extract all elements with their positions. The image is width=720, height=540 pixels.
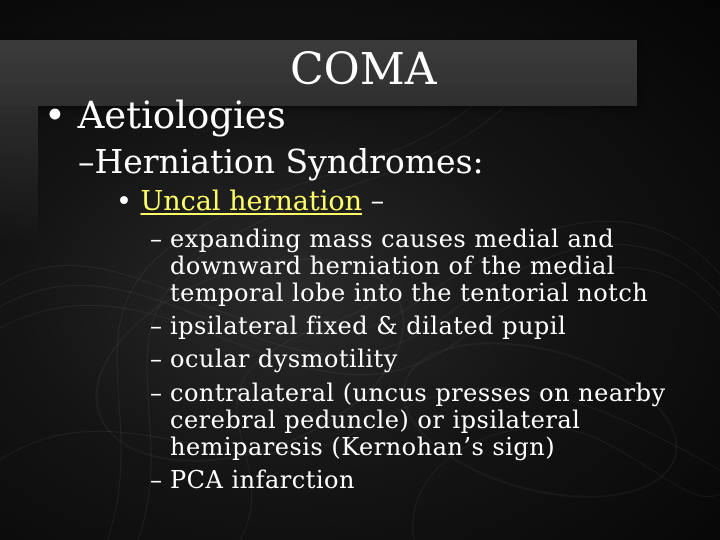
dash: – xyxy=(150,379,163,407)
bullet-aetiologies: • Aetiologies xyxy=(44,94,286,137)
sub-item-line: cerebral peduncle) or ipsilateral xyxy=(170,406,581,434)
sub-item-line: temporal lobe into the tentorial notch xyxy=(170,279,649,307)
slide-title: COMA xyxy=(290,44,437,95)
sub-item-fixed-pupil xyxy=(150,313,566,340)
dash: – xyxy=(150,466,163,494)
bullet-marker: • xyxy=(116,186,141,217)
sub-item-hemiparesis xyxy=(150,380,666,461)
sub-item-expanding-mass xyxy=(150,226,648,307)
bullet-uncal-herniation xyxy=(116,186,384,217)
sub-item-line: contralateral (uncus presses on nearby xyxy=(170,379,666,407)
uncal-herniation-link[interactable]: Uncal hernation xyxy=(140,186,362,217)
dash: – xyxy=(150,225,163,253)
sub-item-line: expanding mass causes medial and xyxy=(170,225,615,253)
sub-item-line: ocular dysmotility xyxy=(170,345,398,373)
dash: – xyxy=(150,345,163,373)
title-band-edge xyxy=(0,106,38,240)
sub-item-line: ipsilateral fixed & dilated pupil xyxy=(170,312,567,340)
sub-item-line: downward herniation of the medial xyxy=(170,252,615,280)
sub-item-ocular-dysmotility xyxy=(150,346,398,373)
sub-item-pca-infarction xyxy=(150,467,355,494)
bullet-suffix: – xyxy=(362,186,385,217)
sub-item-line: PCA infarction xyxy=(170,466,355,494)
bullet-herniation-syndromes: –Herniation Syndromes: xyxy=(78,142,484,181)
dash: – xyxy=(150,312,163,340)
sub-item-line: hemiparesis (Kernohan’s sign) xyxy=(170,433,556,461)
